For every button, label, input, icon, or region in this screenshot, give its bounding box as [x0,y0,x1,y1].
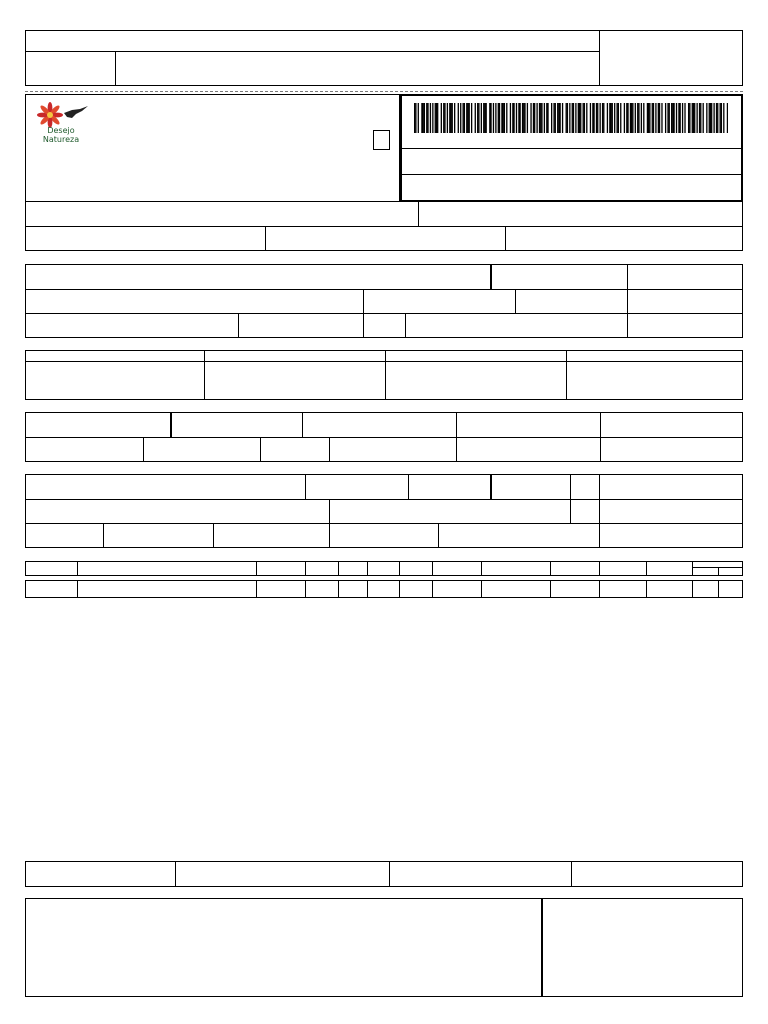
barcode-bar [499,103,500,133]
transport-r3-divider-4 [438,523,439,548]
barcode-bar [432,103,433,133]
barcode-bar [452,103,453,133]
barcode-bar [671,103,672,133]
product-column-divider [646,580,647,598]
barcode-bar [553,103,554,133]
barcode-bar [649,103,650,133]
transport-r1-divider-3 [490,474,492,500]
barcode-bar [519,103,520,133]
product-column-divider [718,567,719,576]
product-column-divider [692,580,693,598]
barcode-bar [717,103,718,133]
entry-exit-checkbox[interactable] [373,130,390,150]
transport-r3-divider-3 [329,523,330,548]
barcode-bar [567,103,568,133]
flower-icon [37,102,63,128]
barcode-bar [562,103,563,133]
product-column-divider [367,561,368,576]
barcode-bar [506,103,507,133]
product-column-divider [432,580,433,598]
issqn-divider-1 [175,861,176,887]
product-column-divider [481,580,482,598]
barcode-bar [527,103,528,133]
barcode-bar [475,103,476,133]
barcode-bar [481,103,482,133]
barcode-bar [430,103,431,133]
logo-wordmark-line1: Desejo [47,126,75,135]
barcode-bar [583,103,584,133]
barcode-bar [447,103,448,133]
product-table-header [25,561,743,576]
transport-r2-divider-3 [599,499,600,524]
barcode-bar [631,103,632,133]
recipient-r1-divider-2 [627,264,628,290]
barcode-bar [584,103,585,133]
barcode-bar [566,103,567,133]
barcode-bar [635,103,636,133]
tax-r2-divider-1 [143,437,144,462]
barcode-bar [682,103,683,133]
barcode-bar [659,103,660,133]
transport-r2-divider-2 [570,499,571,524]
transport-r1-divider-1 [305,474,306,500]
barcode-bar [569,103,570,133]
barcode-icon [414,103,728,133]
barcode-bar [462,103,463,133]
barcode-bar [578,103,579,133]
barcode-bar [424,103,425,133]
additional-info-divider [541,898,543,997]
tax-r2-divider-4 [456,437,457,462]
barcode-bar [618,103,619,133]
product-column-divider [550,561,551,576]
transport-r3-divider-1 [103,523,104,548]
barcode-bar [541,103,542,133]
perforation-line [25,91,743,92]
transport-row-1 [25,474,743,500]
barcode-bar [449,103,450,133]
barcode-bar [599,103,600,133]
barcode-bar [620,103,621,133]
barcode-bar [559,103,560,133]
transport-row-3 [25,523,743,548]
additional-info-box [25,898,743,997]
barcode-bar [710,103,711,133]
barcode-bar [495,103,496,133]
barcode-bar [716,103,717,133]
barcode-bar [540,103,541,133]
header-sub-divider [115,51,116,86]
barcode-bar [575,103,576,133]
barcode-bar [534,103,535,133]
barcode-bar [414,103,415,133]
barcode-bar [669,103,670,133]
invoice-divider-3 [566,350,567,400]
barcode-bar [652,103,653,133]
product-column-divider [432,561,433,576]
tax-r2-divider-2 [260,437,261,462]
barcode-bar [593,103,594,133]
barcode-bar [711,103,712,133]
transport-r1-divider-2 [408,474,409,500]
barcode-bar [672,103,673,133]
barcode-bar [655,103,656,133]
transport-r3-divider-2 [213,523,214,548]
barcode-bar [547,103,548,133]
barcode-bar [673,103,674,133]
barcode-bar [467,103,468,133]
barcode-bar [641,103,642,133]
barcode-bar [638,103,639,133]
logo-wordmark-line2: Natureza [42,135,80,144]
barcode-bar [427,103,428,133]
tax-row-2 [25,437,743,462]
barcode-bar [460,103,461,133]
recipient-r3-divider-3 [405,313,406,338]
barcode-bar [630,103,631,133]
barcode-bar [703,103,704,133]
barcode-bar [720,103,721,133]
barcode-bar [504,103,505,133]
barcode-bar [723,103,724,133]
product-column-divider [367,580,368,598]
barcode-bar [471,103,472,133]
barcode-bar [667,103,668,133]
operation-row-divider [418,202,419,227]
barcode-bar [421,103,422,133]
barcode-bar [435,103,436,133]
barcode-bar [721,103,722,133]
barcode-bar [709,103,710,133]
barcode-bar [524,103,525,133]
barcode-bar [661,103,662,133]
product-column-divider [599,580,600,598]
barcode-bar [523,103,524,133]
product-column-divider [718,580,719,598]
barcode-bar [592,103,593,133]
barcode-bar [536,103,537,133]
barcode-bar [676,103,677,133]
invoice-divider-2 [385,350,386,400]
barcode-bar [658,103,659,133]
barcode-bar [501,103,502,133]
barcode-bar [418,103,419,133]
barcode-bar [626,103,627,133]
barcode-bar [706,103,707,133]
barcode-bar [713,103,714,133]
barcode-bar [653,103,654,133]
barcode-bar [597,103,598,133]
tax-r1-divider-4 [600,412,601,438]
issqn-row [25,861,743,887]
issqn-divider-3 [571,861,572,887]
recipient-r2-divider-3 [627,289,628,314]
product-column-divider [305,580,306,598]
barcode-bar [484,103,485,133]
barcode-bar [441,103,442,133]
barcode-bar [573,103,574,133]
product-column-divider [599,561,600,576]
tax-r2-divider-3 [329,437,330,462]
barcode-bar [486,103,487,133]
barcode-bar [696,103,697,133]
barcode-bar [693,103,694,133]
barcode-bar [603,103,604,133]
protocol-divider [400,174,743,175]
barcode-bar [464,103,465,133]
barcode-bar [602,103,603,133]
recipient-r3-divider-4 [627,313,628,338]
product-column-divider [646,561,647,576]
barcode-bar [700,103,701,133]
barcode-bar [627,103,628,133]
product-column-divider [305,561,306,576]
recipient-row-1 [25,264,743,290]
barcode-bar [580,103,581,133]
registration-divider-1 [265,226,266,251]
barcode-bar [692,103,693,133]
transport-r3-divider-5 [599,523,600,548]
barcode-bar [648,103,649,133]
product-column-divider [77,561,78,576]
barcode-bar [450,103,451,133]
recipient-r2-divider-2 [515,289,516,314]
barcode-bar [415,103,416,133]
product-column-divider [77,580,78,598]
product-column-divider [256,561,257,576]
barcode-bar [607,103,608,133]
barcode-bar [522,103,523,133]
barcode-bar [590,103,591,133]
barcode-bar [647,103,648,133]
barcode-bar [596,103,597,133]
barcode-bar [458,103,459,133]
barcode-bar [555,103,556,133]
barcode-bar [609,103,610,133]
registration-row [25,226,743,251]
barcode-bar [544,103,545,133]
barcode-bar [678,103,679,133]
access-key-divider [400,148,743,149]
barcode-bar [546,103,547,133]
barcode-bar [444,103,445,133]
barcode-bar [643,103,644,133]
barcode-bar [533,103,534,133]
tax-r1-divider-1 [170,412,172,438]
barcode-bar [483,103,484,133]
barcode-bar [684,103,685,133]
barcode-bar [612,103,613,133]
tax-r2-divider-5 [600,437,601,462]
barcode-bar [680,103,681,133]
barcode-bar [503,103,504,133]
product-column-divider [338,580,339,598]
issqn-divider-2 [389,861,390,887]
operation-row [25,202,743,227]
barcode-bar [422,103,423,133]
barcode-bar [426,103,427,133]
barcode-bar [688,103,689,133]
barcode-bar [437,103,438,133]
barcode-bar [558,103,559,133]
product-column-divider [399,580,400,598]
barcode-bar [466,103,467,133]
barcode-bar [572,103,573,133]
barcode-bar [478,103,479,133]
barcode-bar [477,103,478,133]
barcode-bar [489,103,490,133]
barcode-bar [665,103,666,133]
barcode-bar [727,103,728,133]
product-column-divider [399,561,400,576]
barcode-bar [490,103,491,133]
barcode-bar [530,103,531,133]
header-frame [25,30,743,86]
barcode-bar [632,103,633,133]
barcode-bar [454,103,455,133]
barcode-bar [551,103,552,133]
barcode-bar [694,103,695,133]
tax-row-1 [25,412,743,438]
header-right-divider [599,30,600,86]
recipient-r3-divider-2 [363,313,364,338]
product-column-divider [692,561,693,576]
barcode-bar [689,103,690,133]
transport-r1-divider-5 [599,474,600,500]
barcode-bar [518,103,519,133]
barcode-bar [498,103,499,133]
barcode-bar [586,103,587,133]
header-divider [25,51,600,52]
invoice-divider-1 [204,350,205,400]
barcode-bar [443,103,444,133]
barcode-bar [436,103,437,133]
product-table-row [25,580,743,598]
product-column-divider [481,561,482,576]
barcode-bar [614,103,615,133]
barcode-bar [579,103,580,133]
product-column-divider [338,561,339,576]
recipient-r1-divider-1 [490,264,492,290]
barcode-bar [512,103,513,133]
barcode-bar [610,103,611,133]
barcode-bar [699,103,700,133]
tax-r1-divider-2 [302,412,303,438]
hummingbird-icon [64,106,88,118]
transport-row-2 [25,499,743,524]
recipient-row-2 [25,289,743,314]
barcode-bar [493,103,494,133]
product-column-divider [256,580,257,598]
transport-r1-divider-4 [570,474,571,500]
transport-r2-divider-1 [329,499,330,524]
barcode-bar [539,103,540,133]
tax-r1-divider-3 [456,412,457,438]
invoice-header-line [25,361,743,362]
recipient-row-3 [25,313,743,338]
barcode-bar [637,103,638,133]
registration-divider-2 [505,226,506,251]
recipient-r2-divider-1 [363,289,364,314]
recipient-r3-divider-1 [238,313,239,338]
barcode-bar [616,103,617,133]
barcode-bar [469,103,470,133]
barcode-bar [624,103,625,133]
invoice-block [25,350,743,400]
barcode-bar [513,103,514,133]
barcode-bar [510,103,511,133]
barcode-bar [516,103,517,133]
product-column-divider [550,580,551,598]
barcode-bar [557,103,558,133]
